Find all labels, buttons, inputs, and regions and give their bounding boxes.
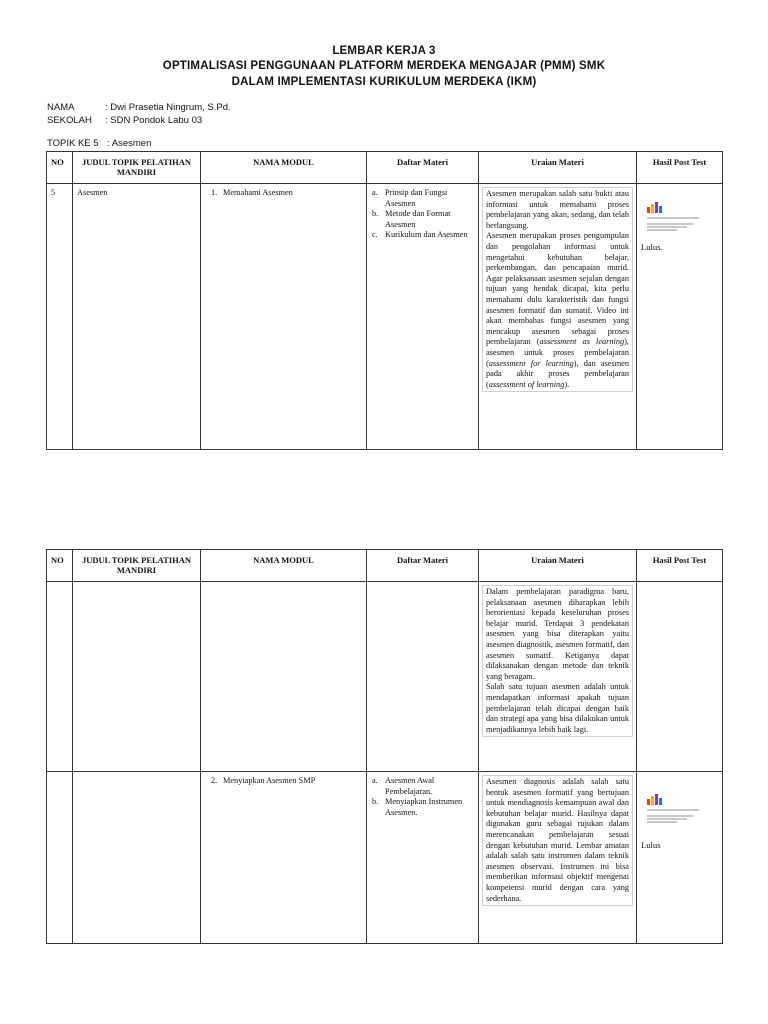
post-test-result: Lulus. — [641, 242, 663, 252]
post-test-result: Lulus — [641, 840, 661, 850]
cell-no: 5 — [47, 184, 73, 450]
cell-daftar — [367, 582, 479, 772]
list-item: b. Menyiapkan Instrumen Asesmen. — [372, 797, 463, 817]
modul-item — [205, 776, 362, 787]
table-header-row — [47, 550, 723, 582]
header-daftar: Daftar Materi — [367, 550, 479, 582]
cell-uraian — [479, 772, 637, 944]
header-no: NO — [47, 550, 73, 582]
header-uraian: Uraian Materi — [479, 550, 637, 582]
header-uraian: Uraian Materi — [479, 152, 637, 184]
sekolah-label: SEKOLAH — [47, 115, 92, 126]
topik-label: TOPIK KE 5 — [47, 138, 99, 149]
uraian-paragraph: Asesmen merupakan salah satu bukti atau informasi untuk memahami proses pembelajaran yang akan, sedang, dan telah berlangsung. — [486, 189, 629, 230]
uraian-paragraph: Asesmen diagnosis adalah salah satu bentuk asesmen formatif yang bertujuan untuk mendiagnosis kemampuan awal dan kebutuhan belajar murid. Hasilnya dapat digunakan guru sebagai rujukan dalam merencanakan pembelajaran sesuai dengan kebutuhan murid. Lembar amatan adalah salah satu instrumen dalam teknik asesmen observasi. Instrumen ini bisa memberikan informasi objektif mengenai kompetensi murid dengan cara yang sederhana. — [486, 777, 629, 903]
list-item: b. Metode dan Format Asesmen — [372, 209, 451, 229]
cell-hasil — [637, 582, 723, 772]
cell-no — [47, 582, 73, 772]
topik-field — [47, 138, 347, 150]
sekolah-value: : SDN Pondok Labu 03 — [105, 115, 203, 126]
cell-daftar — [367, 772, 479, 944]
cell-uraian — [479, 184, 637, 450]
daftar-list — [371, 188, 474, 241]
header-judul: JUDUL TOPIK PELATIHAN MANDIRI — [73, 152, 201, 184]
chart-logo-icon — [647, 794, 663, 805]
cell-no — [47, 772, 73, 944]
cell-uraian — [479, 582, 637, 772]
table-row — [47, 772, 723, 944]
modul-name: Memahami Asesmen — [223, 188, 293, 197]
cell-judul — [73, 772, 201, 944]
table-row — [47, 184, 723, 450]
cell-hasil — [637, 772, 723, 944]
sekolah-field — [47, 115, 347, 127]
cell-modul — [201, 772, 367, 944]
modul-number: 1. — [211, 188, 218, 197]
list-item: c. Kurikulum dan Asesmen — [372, 230, 468, 240]
uraian-text — [482, 585, 633, 737]
topik-value: : Asesmen — [107, 138, 152, 149]
modul-item — [205, 188, 362, 199]
cell-hasil — [637, 184, 723, 450]
nama-label: NAMA — [47, 102, 75, 113]
certificate-thumbnail — [647, 794, 701, 828]
uraian-paragraph: Asesmen merupakan proses pengumpulan dan pengolahan informasi untuk mengetahui kebutuhan belajar, perkembangan, dan pencapaian murid. Agar pelaksanaan asesmen sejalan dengan tujuan yang hendak dicapai, kita perlu memahami dulu karakteristik dan fungsi asesmen formatif dan sumatif. Video ini akan membahas fungsi asesmen yang mencakup asesmen sebagai proses pembelajaran (assessment as learning), asesmen untuk proses pembelajaran (assessment for learning), dan asesmen pada akhir proses pembelajaran (assessment of learning). — [486, 231, 630, 389]
header-judul: JUDUL TOPIK PELATIHAN MANDIRI — [73, 550, 201, 582]
table-header-row — [47, 152, 723, 184]
header-modul: NAMA MODUL — [201, 550, 367, 582]
list-item: a. Prinsip dan Fungsi Asesmen — [372, 188, 448, 208]
document-subtitle: OPTIMALISASI PENGGUNAAN PLATFORM MERDEKA MENGAJAR (PMM) SMK — [162, 60, 606, 72]
cell-daftar — [367, 184, 479, 450]
daftar-list — [371, 776, 474, 818]
modul-name: Menyiapkan Asesmen SMP — [223, 776, 316, 785]
nama-field — [47, 102, 347, 114]
uraian-paragraph: Dalam pembelajaran paradigma baru, pelaksanaan asesmen diharapkan lebih berorientasi kepada keseluruhan proses belajar murid. Terdapat 3 pendekatan asesmen yang bisa diterapkan yaitu asesmen diagnostik, asesmen formatif, dan asesmen sumatif. Ketiganya dapat dilaksanakan dengan metode dan teknik yang beragam. — [486, 587, 629, 681]
cell-judul: Asesmen — [73, 184, 201, 450]
cell-modul — [201, 184, 367, 450]
uraian-paragraph: Salah satu tujuan asesmen adalah untuk mendapatkan informasi apakah tujuan pembelajaran telah dicapai dengan baik dan strategi apa yang bisa dilakukan untuk menjadikannya lebih baik lagi. — [486, 682, 629, 734]
chart-logo-icon — [647, 202, 663, 213]
header-daftar: Daftar Materi — [367, 152, 479, 184]
modul-number: 2. — [211, 776, 218, 785]
header-hasil: Hasil Post Test — [637, 152, 723, 184]
header-hasil: Hasil Post Test — [637, 550, 723, 582]
lembar-kerja-table-1 — [46, 151, 723, 450]
cell-modul — [201, 582, 367, 772]
uraian-text — [482, 187, 633, 392]
list-item: a. Asesmen Awal Pembelajaran. — [372, 776, 435, 796]
document-subtitle-2: DALAM IMPLEMENTASI KURIKULUM MERDEKA (IKM) — [231, 76, 537, 88]
lembar-kerja-table-2 — [46, 549, 723, 944]
cell-judul — [73, 582, 201, 772]
uraian-text — [482, 775, 633, 906]
header-no: NO — [47, 152, 73, 184]
nama-value: : Dwi Prasetia Ningrum, S.Pd. — [105, 102, 231, 113]
table-row — [47, 582, 723, 772]
document-title: LEMBAR KERJA 3 — [332, 45, 436, 57]
header-modul: NAMA MODUL — [201, 152, 367, 184]
certificate-thumbnail — [647, 202, 701, 236]
